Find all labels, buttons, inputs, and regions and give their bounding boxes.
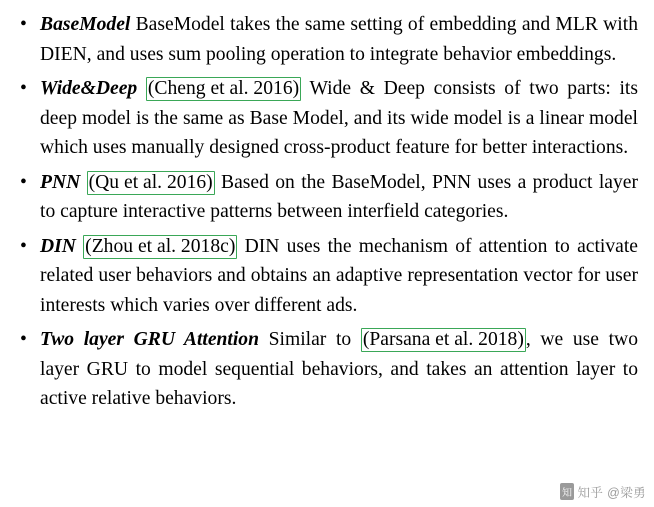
watermark <box>560 483 646 501</box>
item-body-text: Wide & Deep consists of two parts: its deep model is the same as Base Model, and its wide model is a linear model which uses manually designed cross-product feature for better interactions. <box>40 78 638 158</box>
model-name: Wide&Deep <box>40 78 138 99</box>
list-item <box>14 168 638 227</box>
bullet-marker: • <box>20 235 27 257</box>
watermark-text: 知乎 @梁勇 <box>577 486 646 500</box>
model-description-list <box>14 10 638 414</box>
text-before-citation <box>80 172 86 193</box>
list-item <box>14 325 638 414</box>
citation-link[interactable]: (Cheng et al. 2016) <box>147 78 300 99</box>
model-name: BaseModel <box>40 14 131 35</box>
item-body-text: , we use two layer GRU to model sequential behaviors, and takes an attention layer to active relative behaviors. <box>40 329 638 409</box>
citation-link[interactable]: (Parsana et al. 2018) <box>362 329 524 350</box>
item-body-text: DIN uses the mechanism of attention to activate related user behaviors and obtains an adaptive representation vector for user interests which varies over different ads. <box>40 235 638 316</box>
model-name: Two layer GRU Attention <box>40 329 260 350</box>
bullet-marker: • <box>20 14 27 35</box>
text-before-citation <box>137 78 146 99</box>
list-item <box>14 10 638 69</box>
bullet-marker: • <box>20 329 27 350</box>
model-name: DIN <box>40 235 76 257</box>
list-item <box>14 232 638 321</box>
citation-link[interactable]: (Qu et al. 2016) <box>88 171 213 193</box>
item-body-text: Based on the BaseModel, PNN uses a product layer to capture interactive patterns between interfield categories. <box>40 171 638 222</box>
model-name: PNN <box>40 171 81 193</box>
text-before-citation: Similar to <box>259 329 361 350</box>
citation-link[interactable]: (Zhou et al. 2018c) <box>85 235 236 257</box>
bullet-marker: • <box>20 78 27 99</box>
list-item <box>14 74 638 163</box>
text-before-citation <box>76 236 83 257</box>
item-body-text: BaseModel takes the same setting of embedding and MLR with DIEN, and uses sum pooling operation to integrate behavior embeddings. <box>40 14 638 65</box>
zhihu-logo-icon: 知 <box>560 483 574 500</box>
bullet-marker: • <box>20 171 27 193</box>
